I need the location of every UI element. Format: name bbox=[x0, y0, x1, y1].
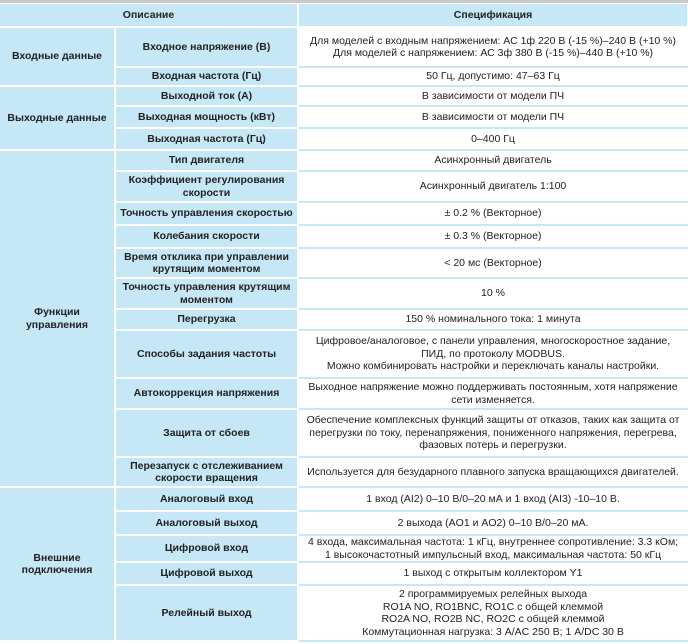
value-line: ± 0.3 % (Векторное) bbox=[444, 230, 542, 243]
parameter-name: Точность управления крутящим моментом bbox=[115, 278, 298, 309]
parameter-name: Коэффициент регулирования скорости bbox=[115, 171, 298, 202]
value-line: Обеспечение комплексных функций защиты от отказов, таких как защита от bbox=[306, 414, 680, 427]
parameter-name: Входная частота (Гц) bbox=[115, 67, 298, 86]
group-label: Входные данные bbox=[0, 27, 115, 86]
value-line: RO1A NO, RO1BNC, RO1C с общей клеммой bbox=[382, 600, 604, 613]
parameter-value bbox=[298, 457, 688, 487]
value-line: сети изменяется. bbox=[451, 393, 535, 406]
value-line: Выходное напряжение можно поддерживать постоянным, хотя напряжение bbox=[308, 381, 678, 393]
parameter-name: Аналоговый выход bbox=[115, 511, 298, 535]
table-row bbox=[0, 487, 688, 511]
parameter-name: Цифровой вход bbox=[115, 535, 298, 562]
parameter-value bbox=[298, 535, 688, 562]
parameter-name: Аналоговый вход bbox=[115, 487, 298, 511]
parameter-value bbox=[298, 225, 688, 248]
parameter-value bbox=[298, 171, 688, 202]
value-line: перегрузки по току, перенапряжения, пониженного напряжения, перегрева, bbox=[309, 426, 677, 439]
parameter-name: Релейный выход bbox=[115, 585, 298, 641]
value-line: 0–400 Гц bbox=[471, 132, 515, 145]
value-line: фазовых потерь и перегрузки. bbox=[419, 439, 567, 452]
parameter-value bbox=[298, 330, 688, 378]
top-rule bbox=[0, 0, 688, 3]
parameter-name: Колебания скорости bbox=[115, 225, 298, 248]
value-line: В зависимости от модели ПЧ bbox=[421, 110, 565, 123]
value-line: ПИД, по протоколу MODBUS. bbox=[421, 347, 565, 360]
parameter-value bbox=[298, 128, 688, 150]
value-line: Для моделей с напряжением: АС 3ф 380 В (-15 %)–440 В (+10 %) bbox=[332, 47, 654, 59]
value-line: Коммутационная нагрузка: 3 A/AC 250 В; 1 A/DC 30 В bbox=[362, 625, 624, 638]
value-line: 2 выхода (AO1 и AO2) 0–10 В/0–20 мА. bbox=[397, 516, 589, 529]
value-line: < 20 мс (Векторное) bbox=[444, 256, 542, 269]
parameter-name: Выходной ток (А) bbox=[115, 86, 298, 106]
value-line: ± 0.2 % (Векторное) bbox=[444, 207, 542, 220]
parameter-value bbox=[298, 278, 688, 309]
parameter-name: Способы задания частоты bbox=[115, 330, 298, 378]
value-line: Используется для безударного плавного запуска вращающихся двигателей. bbox=[307, 465, 679, 478]
parameter-name: Выходная частота (Гц) bbox=[115, 128, 298, 150]
header-specification: Спецификация bbox=[298, 4, 688, 27]
parameter-name: Защита от сбоев bbox=[115, 409, 298, 457]
value-line: Асинхронный двигатель 1:100 bbox=[419, 180, 567, 193]
parameter-value bbox=[298, 309, 688, 330]
group-label: Внешние подключения bbox=[0, 487, 115, 641]
parameter-name: Время отклика при управлении крутящим моментом bbox=[115, 248, 298, 278]
parameter-value bbox=[298, 27, 688, 67]
parameter-value bbox=[298, 248, 688, 278]
value-line: 1 высокочастотный импульсный вход, максимальная частота: 50 кГц bbox=[324, 548, 662, 561]
parameter-value bbox=[298, 585, 688, 641]
group-label: Функции управления bbox=[0, 150, 115, 487]
parameter-value bbox=[298, 487, 688, 511]
parameter-value bbox=[298, 106, 688, 128]
parameter-name: Точность управления скоростью bbox=[115, 202, 298, 225]
value-line: Для моделей с входным напряжением: АС 1ф 220 В (-15 %)–240 В (+10 %) bbox=[310, 34, 676, 47]
value-line: 1 выход с открытым коллектором Y1 bbox=[403, 567, 583, 580]
value-line: RO2A NO, RO2B NC, RO2C с общей клеммой bbox=[381, 613, 605, 625]
table-row bbox=[0, 86, 688, 106]
parameter-value bbox=[298, 202, 688, 225]
value-line: Цифровое/аналоговое, с панели управления, многоскоростное задание, bbox=[315, 335, 671, 348]
value-line: Асинхронный двигатель bbox=[434, 154, 552, 167]
parameter-value bbox=[298, 562, 688, 585]
parameter-name: Перезапуск с отслеживанием скорости вращения bbox=[115, 457, 298, 487]
value-line: 4 входа, максимальная частота: 1 кГц, внутреннее сопротивление: 3.3 кОм; bbox=[307, 536, 679, 548]
value-line: 150 % номинального тока: 1 минута bbox=[405, 313, 581, 326]
parameter-name: Автокоррекция напряжения bbox=[115, 378, 298, 409]
parameter-name: Входное напряжение (В) bbox=[115, 27, 298, 67]
value-line: 50 Гц, допустимо: 47–63 Гц bbox=[426, 70, 560, 83]
parameter-name: Выходная мощность (кВт) bbox=[115, 106, 298, 128]
value-line: 2 программируемых релейных выхода bbox=[398, 588, 588, 600]
value-line: 1 вход (AI2) 0–10 В/0–20 мА и 1 вход (AI3) -10–10 В. bbox=[366, 492, 620, 505]
group-label: Выходные данные bbox=[0, 86, 115, 150]
header-row bbox=[0, 4, 688, 27]
parameter-value bbox=[298, 511, 688, 535]
value-line: В зависимости от модели ПЧ bbox=[421, 89, 565, 102]
spec-table bbox=[0, 4, 688, 642]
parameter-name: Перегрузка bbox=[115, 309, 298, 330]
value-line: Можно комбинировать настройки и переключать каналы настройки. bbox=[326, 360, 660, 373]
parameter-value bbox=[298, 378, 688, 409]
table-row bbox=[0, 27, 688, 67]
parameter-value bbox=[298, 409, 688, 457]
header-description: Описание bbox=[0, 4, 298, 27]
parameter-value bbox=[298, 150, 688, 171]
parameter-name: Тип двигателя bbox=[115, 150, 298, 171]
parameter-value bbox=[298, 86, 688, 106]
parameter-value bbox=[298, 67, 688, 86]
table-row bbox=[0, 150, 688, 171]
parameter-name: Цифровой выход bbox=[115, 562, 298, 585]
value-line: 10 % bbox=[481, 287, 505, 300]
